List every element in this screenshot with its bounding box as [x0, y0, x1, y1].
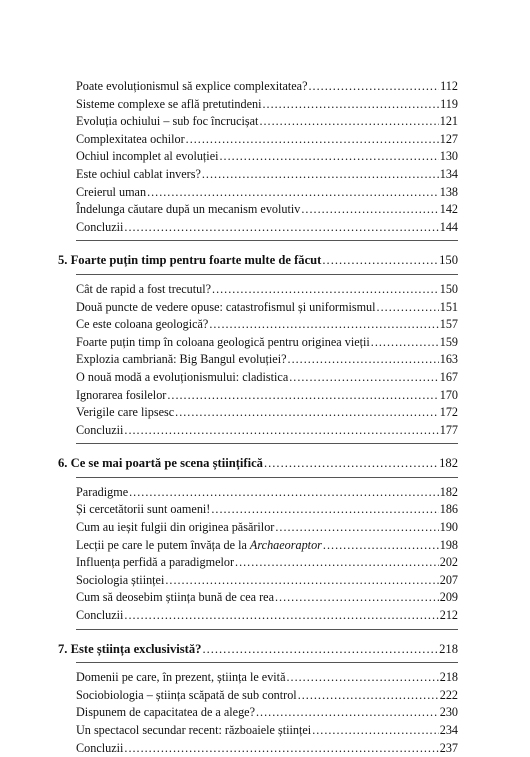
toc-entry	[58, 78, 458, 96]
entry-title: Poate evoluționismul să explice complexitatea?	[76, 79, 308, 93]
page-number: 190	[439, 520, 458, 535]
page-number: 127	[439, 131, 458, 146]
page-number: 182	[439, 484, 458, 499]
toc-entry	[58, 166, 458, 184]
toc-entry	[58, 219, 458, 237]
entry-title: Două puncte de vedere opuse: catastrofismul și uniformismul	[76, 299, 376, 314]
dot-leader	[377, 299, 439, 317]
entry-title: Cum să deosebim știința bună de cea rea	[76, 590, 274, 605]
entry-title: Influența perfidă a paradigmelor	[76, 555, 235, 570]
toc-entry	[58, 669, 458, 687]
page-number: 172	[439, 405, 458, 420]
dot-leader	[220, 148, 439, 166]
chapter-heading	[58, 455, 458, 473]
dot-leader	[322, 252, 438, 270]
toc-entry	[58, 131, 458, 149]
toc-entry	[58, 201, 458, 219]
entry-title: Explozia cambriană: Big Bangul evoluției?	[76, 352, 287, 367]
page-number: 186	[439, 502, 458, 517]
toc-entry	[58, 704, 458, 722]
page-number: 237	[439, 740, 458, 755]
page-number: 159	[439, 334, 458, 349]
toc-entry	[58, 351, 458, 369]
toc-entry	[58, 722, 458, 740]
page-number: 151	[439, 299, 458, 314]
entry-title: Ce este coloana geologică?	[76, 317, 209, 332]
dot-leader	[165, 572, 438, 590]
dot-leader	[175, 404, 439, 422]
toc-entry	[58, 404, 458, 422]
toc-entry	[58, 148, 458, 166]
section-rule	[76, 240, 458, 241]
page-number: 170	[439, 387, 458, 402]
entry-title: Concluzii	[76, 740, 124, 755]
dot-leader	[167, 387, 438, 405]
page-number: 209	[439, 590, 458, 605]
chapter-title: 6. Ce se mai poartă pe scena științifică	[58, 456, 263, 471]
dot-leader	[289, 369, 438, 387]
entry-title: Sociologia științei	[76, 572, 165, 587]
dot-leader	[301, 201, 438, 219]
page-number: 198	[439, 537, 458, 552]
entry-title: Este ochiul cablat invers?	[76, 166, 201, 181]
toc-entry	[58, 484, 458, 502]
page-number: 121	[439, 114, 458, 129]
table-of-contents	[58, 78, 458, 757]
page-number: 218	[439, 641, 458, 656]
dot-leader	[202, 641, 438, 659]
toc-entry	[58, 387, 458, 405]
entry-title: Dispunem de capacitatea de a alege?	[76, 705, 255, 720]
chapter-rule	[76, 477, 458, 478]
entry-title: Cât de rapid a fost trecutul?	[76, 281, 212, 296]
entry-title: Îndelunga căutare după un mecanism evolutiv	[76, 202, 301, 217]
chapter-rule	[76, 662, 458, 663]
dot-leader	[124, 219, 438, 237]
dot-leader	[124, 740, 438, 757]
toc-entry	[58, 316, 458, 334]
dot-leader	[259, 113, 438, 131]
chapter-heading	[58, 252, 458, 270]
page-number: 119	[440, 96, 458, 111]
toc-entry	[58, 607, 458, 625]
dot-leader	[371, 334, 439, 352]
toc-entry	[58, 537, 458, 555]
dot-leader	[309, 78, 440, 96]
toc-entry	[58, 299, 458, 317]
entry-title: Creierul uman	[76, 184, 147, 199]
chapter-rule	[76, 274, 458, 275]
dot-leader	[256, 704, 439, 722]
entry-title: Domenii pe care, în prezent, știința le evită	[76, 670, 286, 685]
chapter-title: 5. Foarte puțin timp pentru foarte multe de făcut	[58, 253, 322, 268]
dot-leader	[124, 422, 438, 440]
dot-leader	[264, 455, 438, 473]
toc-entry	[58, 554, 458, 572]
entry-title: Foarte puțin timp în coloana geologică pentru originea vieții	[76, 334, 370, 349]
entry-title: Ignorarea fosilelor	[76, 387, 167, 402]
entry-title: Concluzii	[76, 422, 124, 437]
toc-entry	[58, 422, 458, 440]
entry-title: Ochiul incomplet al evoluției	[76, 149, 219, 164]
page-number: 144	[439, 219, 458, 234]
toc-entry	[58, 113, 458, 131]
toc-entry	[58, 519, 458, 537]
dot-leader	[288, 351, 439, 369]
dot-leader	[202, 166, 439, 184]
page-number: 163	[439, 352, 458, 367]
dot-leader	[262, 96, 439, 114]
dot-leader	[147, 184, 439, 202]
entry-title: Verigile care lipsesc	[76, 405, 175, 420]
dot-leader	[323, 537, 439, 555]
entry-title: Cum au ieșit fulgii din originea păsărilor	[76, 520, 275, 535]
page-number: 182	[439, 456, 458, 471]
entry-title: Sociobiologia – știința scăpată de sub control	[76, 687, 297, 702]
entry-title: Evoluția ochiului – sub foc încrucișat	[76, 114, 259, 129]
page-number: 202	[439, 555, 458, 570]
chapter-title: 7. Este știința exclusivistă?	[58, 641, 202, 656]
page-number: 207	[439, 572, 458, 587]
entry-title: Sisteme complexe se află pretutindeni	[76, 96, 262, 111]
page-number: 157	[439, 317, 458, 332]
page-number: 134	[439, 166, 458, 181]
toc-entry	[58, 334, 458, 352]
section-rule	[76, 443, 458, 444]
dot-leader	[212, 281, 439, 299]
dot-leader	[209, 316, 438, 334]
toc-entry	[58, 687, 458, 705]
dot-leader	[124, 607, 438, 625]
section-rule	[76, 629, 458, 630]
dot-leader	[211, 501, 438, 519]
dot-leader	[129, 484, 439, 502]
toc-entry	[58, 572, 458, 590]
toc-entry	[58, 96, 458, 114]
page-number: 218	[439, 670, 458, 685]
entry-title: Complexitatea ochilor	[76, 131, 185, 146]
page-number: 142	[439, 202, 458, 217]
page-number: 177	[439, 422, 458, 437]
dot-leader	[275, 519, 438, 537]
dot-leader	[186, 131, 439, 149]
entry-title: Concluzii	[76, 608, 124, 623]
dot-leader	[235, 554, 439, 572]
page-number: 230	[439, 705, 458, 720]
entry-title: Paradigme	[76, 484, 129, 499]
page-number: 234	[439, 723, 458, 737]
page-number: 222	[439, 687, 458, 702]
page-number: 112	[440, 79, 458, 93]
dot-leader	[286, 669, 438, 687]
entry-title: Concluzii	[76, 219, 124, 234]
page-number: 150	[439, 281, 458, 296]
page-number: 167	[439, 369, 458, 384]
entry-title: Și cercetătorii sunt oameni!	[76, 502, 211, 517]
dot-leader	[312, 722, 439, 740]
chapter-heading	[58, 641, 458, 659]
dot-leader	[275, 589, 439, 607]
toc-entry	[58, 281, 458, 299]
toc-entry	[58, 589, 458, 607]
entry-title: O nouă modă a evoluționismului: cladistica	[76, 369, 289, 384]
page-number: 150	[439, 253, 458, 268]
page-number: 138	[439, 184, 458, 199]
entry-title: Un spectacol secundar recent: războaiele științei	[76, 723, 312, 737]
entry-title-italic: Archaeoraptor	[249, 537, 322, 552]
entry-title: Lecții pe care le putem învăța de la Archaeoraptor	[76, 537, 322, 552]
page-number: 212	[439, 608, 458, 623]
toc-entry	[58, 184, 458, 202]
toc-entry	[58, 369, 458, 387]
page-number: 130	[439, 149, 458, 164]
dot-leader	[298, 687, 439, 705]
toc-entry	[58, 740, 458, 757]
toc-entry	[58, 501, 458, 519]
